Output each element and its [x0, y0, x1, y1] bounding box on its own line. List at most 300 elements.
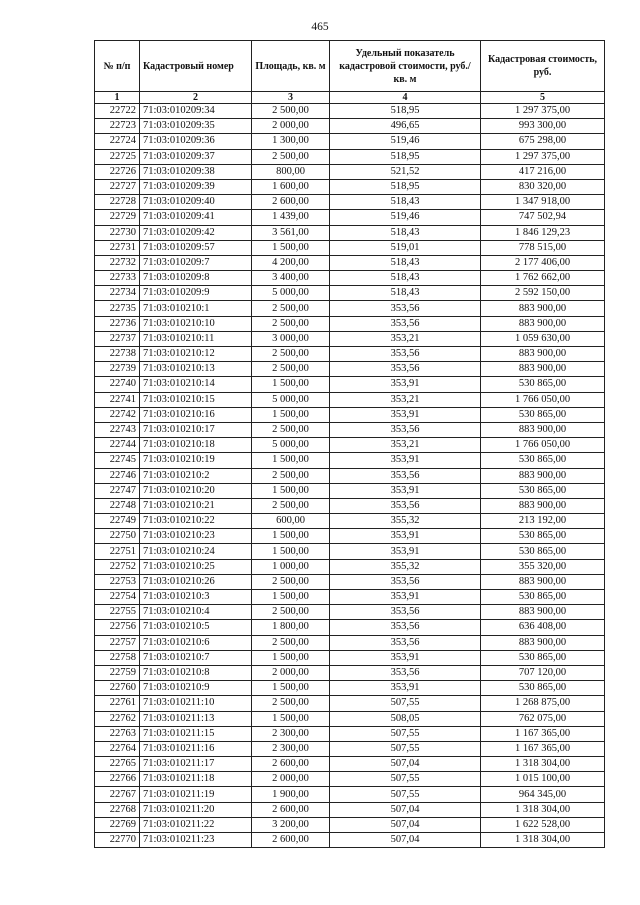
- cadastral-cost-cell: 883 900,00: [481, 362, 605, 377]
- cadastral-cost-cell: 213 192,00: [481, 514, 605, 529]
- area-cell: 1 439,00: [252, 210, 330, 225]
- cadastral-cost-cell: 830 320,00: [481, 179, 605, 194]
- cadastral-number-cell: 71:03:010211:13: [140, 711, 252, 726]
- row-number-cell: 22739: [95, 362, 140, 377]
- table-row: [95, 726, 605, 741]
- table-row: [95, 255, 605, 270]
- specific-value-cell: 353,56: [330, 574, 481, 589]
- column-number: 1: [95, 92, 140, 104]
- table-row: [95, 240, 605, 255]
- area-cell: 1 500,00: [252, 650, 330, 665]
- specific-value-cell: 518,43: [330, 286, 481, 301]
- specific-value-cell: 353,91: [330, 681, 481, 696]
- cadastral-number-cell: 71:03:010209:9: [140, 286, 252, 301]
- table-row: [95, 179, 605, 194]
- specific-value-cell: 353,56: [330, 362, 481, 377]
- cadastral-number-cell: 71:03:010210:4: [140, 605, 252, 620]
- area-cell: 1 900,00: [252, 787, 330, 802]
- area-cell: 1 500,00: [252, 483, 330, 498]
- specific-value-cell: 507,55: [330, 741, 481, 756]
- area-cell: 3 200,00: [252, 817, 330, 832]
- table-row: [95, 422, 605, 437]
- header-row-number: № п/п: [95, 41, 140, 92]
- cadastral-cost-cell: 1 846 129,23: [481, 225, 605, 240]
- table-row: [95, 605, 605, 620]
- table-row: [95, 514, 605, 529]
- specific-value-cell: 353,56: [330, 498, 481, 513]
- area-cell: 5 000,00: [252, 392, 330, 407]
- specific-value-cell: 519,46: [330, 134, 481, 149]
- specific-value-cell: 521,52: [330, 164, 481, 179]
- cadastral-cost-cell: 1 347 918,00: [481, 195, 605, 210]
- cadastral-cost-cell: 1 059 630,00: [481, 331, 605, 346]
- page-number: 465: [311, 21, 329, 33]
- cadastral-cost-cell: 1 318 304,00: [481, 802, 605, 817]
- cadastral-number-cell: 71:03:010209:41: [140, 210, 252, 225]
- row-number-cell: 22734: [95, 286, 140, 301]
- cadastral-number-cell: 71:03:010211:10: [140, 696, 252, 711]
- table-row: [95, 104, 605, 119]
- cadastral-number-cell: 71:03:010209:7: [140, 255, 252, 270]
- area-cell: 2 600,00: [252, 833, 330, 848]
- table-row: [95, 741, 605, 756]
- specific-value-cell: 353,91: [330, 544, 481, 559]
- cadastral-number-cell: 71:03:010209:8: [140, 271, 252, 286]
- cadastral-number-cell: 71:03:010210:3: [140, 590, 252, 605]
- cadastral-cost-cell: 1 297 375,00: [481, 104, 605, 119]
- table-row: [95, 544, 605, 559]
- specific-value-cell: 355,32: [330, 514, 481, 529]
- specific-value-cell: 353,91: [330, 483, 481, 498]
- area-cell: 2 500,00: [252, 498, 330, 513]
- cadastral-cost-cell: 707 120,00: [481, 665, 605, 680]
- area-cell: 1 300,00: [252, 134, 330, 149]
- row-number-cell: 22724: [95, 134, 140, 149]
- cadastral-number-cell: 71:03:010209:37: [140, 149, 252, 164]
- specific-value-cell: 353,21: [330, 438, 481, 453]
- table-row: [95, 772, 605, 787]
- area-cell: 3 561,00: [252, 225, 330, 240]
- area-cell: 2 600,00: [252, 195, 330, 210]
- column-number: 2: [140, 92, 252, 104]
- area-cell: 4 200,00: [252, 255, 330, 270]
- cadastral-number-cell: 71:03:010210:19: [140, 453, 252, 468]
- table-row: [95, 559, 605, 574]
- area-cell: 5 000,00: [252, 286, 330, 301]
- area-cell: 1 500,00: [252, 544, 330, 559]
- header-row: [95, 41, 605, 92]
- cadastral-number-cell: 71:03:010211:17: [140, 757, 252, 772]
- row-number-cell: 22744: [95, 438, 140, 453]
- table-row: [95, 498, 605, 513]
- specific-value-cell: 507,04: [330, 802, 481, 817]
- cadastral-cost-cell: 417 216,00: [481, 164, 605, 179]
- area-cell: 600,00: [252, 514, 330, 529]
- table-row: [95, 665, 605, 680]
- specific-value-cell: 518,95: [330, 104, 481, 119]
- table-row: [95, 316, 605, 331]
- specific-value-cell: 353,91: [330, 407, 481, 422]
- area-cell: 2 000,00: [252, 665, 330, 680]
- area-cell: 2 300,00: [252, 726, 330, 741]
- specific-value-cell: 507,55: [330, 787, 481, 802]
- cadastral-cost-cell: 530 865,00: [481, 407, 605, 422]
- specific-value-cell: 353,91: [330, 377, 481, 392]
- specific-value-cell: 353,56: [330, 620, 481, 635]
- table-row: [95, 392, 605, 407]
- row-number-cell: 22762: [95, 711, 140, 726]
- row-number-cell: 22753: [95, 574, 140, 589]
- cadastral-number-cell: 71:03:010211:15: [140, 726, 252, 741]
- row-number-cell: 22723: [95, 119, 140, 134]
- cadastral-number-cell: 71:03:010210:8: [140, 665, 252, 680]
- specific-value-cell: 353,56: [330, 635, 481, 650]
- cadastral-cost-cell: 778 515,00: [481, 240, 605, 255]
- table-body: [95, 104, 605, 848]
- cadastral-cost-cell: 964 345,00: [481, 787, 605, 802]
- row-number-cell: 22763: [95, 726, 140, 741]
- area-cell: 3 400,00: [252, 271, 330, 286]
- table-row: [95, 164, 605, 179]
- area-cell: 2 600,00: [252, 757, 330, 772]
- cadastral-number-cell: 71:03:010210:6: [140, 635, 252, 650]
- row-number-cell: 22727: [95, 179, 140, 194]
- cadastral-number-cell: 71:03:010210:23: [140, 529, 252, 544]
- area-cell: 1 500,00: [252, 529, 330, 544]
- area-cell: 1 500,00: [252, 377, 330, 392]
- cadastral-number-cell: 71:03:010210:26: [140, 574, 252, 589]
- cadastral-cost-cell: 883 900,00: [481, 468, 605, 483]
- cadastral-cost-cell: 636 408,00: [481, 620, 605, 635]
- specific-value-cell: 353,56: [330, 665, 481, 680]
- area-cell: 2 000,00: [252, 772, 330, 787]
- row-number-cell: 22755: [95, 605, 140, 620]
- area-cell: 1 000,00: [252, 559, 330, 574]
- cadastral-cost-cell: 883 900,00: [481, 498, 605, 513]
- area-cell: 2 500,00: [252, 301, 330, 316]
- area-cell: 2 500,00: [252, 696, 330, 711]
- cadastral-number-cell: 71:03:010210:21: [140, 498, 252, 513]
- table-row: [95, 696, 605, 711]
- cadastral-cost-cell: 2 177 406,00: [481, 255, 605, 270]
- column-number: 5: [481, 92, 605, 104]
- table-row: [95, 833, 605, 848]
- table-row: [95, 271, 605, 286]
- cadastral-cost-cell: 530 865,00: [481, 590, 605, 605]
- cadastral-number-cell: 71:03:010210:5: [140, 620, 252, 635]
- cadastral-number-cell: 71:03:010210:24: [140, 544, 252, 559]
- specific-value-cell: 518,95: [330, 149, 481, 164]
- table-row: [95, 377, 605, 392]
- table-row: [95, 787, 605, 802]
- cadastral-number-cell: 71:03:010210:7: [140, 650, 252, 665]
- area-cell: 1 500,00: [252, 711, 330, 726]
- cadastral-number-cell: 71:03:010210:17: [140, 422, 252, 437]
- table-row: [95, 362, 605, 377]
- cadastral-cost-cell: 1 318 304,00: [481, 757, 605, 772]
- row-number-cell: 22750: [95, 529, 140, 544]
- specific-value-cell: 353,91: [330, 453, 481, 468]
- cadastral-cost-cell: 675 298,00: [481, 134, 605, 149]
- row-number-cell: 22747: [95, 483, 140, 498]
- area-cell: 2 500,00: [252, 362, 330, 377]
- cadastral-cost-cell: 530 865,00: [481, 483, 605, 498]
- area-cell: 5 000,00: [252, 438, 330, 453]
- cadastral-number-cell: 71:03:010210:11: [140, 331, 252, 346]
- specific-value-cell: 507,55: [330, 772, 481, 787]
- cadastral-number-cell: 71:03:010211:20: [140, 802, 252, 817]
- cadastral-number-cell: 71:03:010210:18: [140, 438, 252, 453]
- cadastral-number-cell: 71:03:010210:25: [140, 559, 252, 574]
- row-number-cell: 22757: [95, 635, 140, 650]
- cadastral-cost-cell: 1 766 050,00: [481, 438, 605, 453]
- cadastral-number-cell: 71:03:010211:19: [140, 787, 252, 802]
- cadastral-number-cell: 71:03:010210:15: [140, 392, 252, 407]
- header-specific-value: Удельный показатель кадастровой стоимости, руб./кв. м: [330, 41, 481, 92]
- row-number-cell: 22725: [95, 149, 140, 164]
- cadastral-cost-cell: 530 865,00: [481, 377, 605, 392]
- row-number-cell: 22722: [95, 104, 140, 119]
- column-number-row: [95, 92, 605, 104]
- specific-value-cell: 508,05: [330, 711, 481, 726]
- row-number-cell: 22745: [95, 453, 140, 468]
- cadastral-cost-cell: 993 300,00: [481, 119, 605, 134]
- table-row: [95, 301, 605, 316]
- cadastral-cost-cell: 1 268 875,00: [481, 696, 605, 711]
- table-row: [95, 453, 605, 468]
- row-number-cell: 22733: [95, 271, 140, 286]
- area-cell: 1 600,00: [252, 179, 330, 194]
- table-row: [95, 483, 605, 498]
- row-number-cell: 22728: [95, 195, 140, 210]
- cadastral-number-cell: 71:03:010210:22: [140, 514, 252, 529]
- cadastral-cost-cell: 355 320,00: [481, 559, 605, 574]
- table-row: [95, 225, 605, 240]
- table-row: [95, 574, 605, 589]
- specific-value-cell: 518,43: [330, 271, 481, 286]
- cadastral-cost-cell: 1 762 662,00: [481, 271, 605, 286]
- cadastral-number-cell: 71:03:010210:12: [140, 347, 252, 362]
- specific-value-cell: 353,56: [330, 347, 481, 362]
- cadastral-cost-cell: 530 865,00: [481, 529, 605, 544]
- area-cell: 1 500,00: [252, 240, 330, 255]
- row-number-cell: 22767: [95, 787, 140, 802]
- row-number-cell: 22770: [95, 833, 140, 848]
- row-number-cell: 22741: [95, 392, 140, 407]
- area-cell: 3 000,00: [252, 331, 330, 346]
- row-number-cell: 22759: [95, 665, 140, 680]
- specific-value-cell: 507,55: [330, 696, 481, 711]
- area-cell: 2 500,00: [252, 635, 330, 650]
- table-row: [95, 210, 605, 225]
- specific-value-cell: 353,56: [330, 605, 481, 620]
- table-row: [95, 347, 605, 362]
- cadastral-cost-cell: 883 900,00: [481, 347, 605, 362]
- row-number-cell: 22749: [95, 514, 140, 529]
- row-number-cell: 22766: [95, 772, 140, 787]
- cadastral-cost-cell: 883 900,00: [481, 316, 605, 331]
- area-cell: 2 500,00: [252, 347, 330, 362]
- cadastral-value-table: [94, 40, 605, 848]
- cadastral-number-cell: 71:03:010210:13: [140, 362, 252, 377]
- cadastral-cost-cell: 883 900,00: [481, 301, 605, 316]
- area-cell: 1 500,00: [252, 681, 330, 696]
- specific-value-cell: 353,56: [330, 422, 481, 437]
- row-number-cell: 22732: [95, 255, 140, 270]
- cadastral-number-cell: 71:03:010209:34: [140, 104, 252, 119]
- row-number-cell: 22736: [95, 316, 140, 331]
- cadastral-cost-cell: 530 865,00: [481, 544, 605, 559]
- area-cell: 2 500,00: [252, 316, 330, 331]
- specific-value-cell: 353,21: [330, 392, 481, 407]
- table-row: [95, 286, 605, 301]
- specific-value-cell: 507,04: [330, 757, 481, 772]
- cadastral-number-cell: 71:03:010209:42: [140, 225, 252, 240]
- cadastral-number-cell: 71:03:010210:1: [140, 301, 252, 316]
- table-row: [95, 149, 605, 164]
- row-number-cell: 22743: [95, 422, 140, 437]
- row-number-cell: 22729: [95, 210, 140, 225]
- specific-value-cell: 507,04: [330, 833, 481, 848]
- cadastral-cost-cell: 883 900,00: [481, 605, 605, 620]
- cadastral-number-cell: 71:03:010209:36: [140, 134, 252, 149]
- cadastral-number-cell: 71:03:010209:40: [140, 195, 252, 210]
- table-row: [95, 468, 605, 483]
- specific-value-cell: 519,01: [330, 240, 481, 255]
- area-cell: 1 800,00: [252, 620, 330, 635]
- table-row: [95, 590, 605, 605]
- cadastral-cost-cell: 1 318 304,00: [481, 833, 605, 848]
- row-number-cell: 22758: [95, 650, 140, 665]
- area-cell: 2 600,00: [252, 802, 330, 817]
- specific-value-cell: 353,21: [330, 331, 481, 346]
- row-number-cell: 22730: [95, 225, 140, 240]
- cadastral-cost-cell: 1 015 100,00: [481, 772, 605, 787]
- table-row: [95, 134, 605, 149]
- area-cell: 2 000,00: [252, 119, 330, 134]
- cadastral-cost-cell: 883 900,00: [481, 574, 605, 589]
- row-number-cell: 22761: [95, 696, 140, 711]
- row-number-cell: 22740: [95, 377, 140, 392]
- cadastral-number-cell: 71:03:010210:2: [140, 468, 252, 483]
- area-cell: 1 500,00: [252, 590, 330, 605]
- table-row: [95, 757, 605, 772]
- row-number-cell: 22748: [95, 498, 140, 513]
- header-cadastral-number: Кадастровый номер: [140, 41, 252, 92]
- cadastral-cost-cell: 762 075,00: [481, 711, 605, 726]
- specific-value-cell: 518,95: [330, 179, 481, 194]
- specific-value-cell: 355,32: [330, 559, 481, 574]
- specific-value-cell: 353,56: [330, 468, 481, 483]
- cadastral-number-cell: 71:03:010210:16: [140, 407, 252, 422]
- table-row: [95, 620, 605, 635]
- specific-value-cell: 496,65: [330, 119, 481, 134]
- header-cadastral-cost: Кадастровая стоимость, руб.: [481, 41, 605, 92]
- table-row: [95, 817, 605, 832]
- row-number-cell: 22738: [95, 347, 140, 362]
- row-number-cell: 22742: [95, 407, 140, 422]
- table-row: [95, 119, 605, 134]
- row-number-cell: 22746: [95, 468, 140, 483]
- table-row: [95, 407, 605, 422]
- cadastral-number-cell: 71:03:010210:9: [140, 681, 252, 696]
- area-cell: 2 500,00: [252, 574, 330, 589]
- cadastral-number-cell: 71:03:010210:14: [140, 377, 252, 392]
- table-row: [95, 802, 605, 817]
- table-row: [95, 331, 605, 346]
- row-number-cell: 22751: [95, 544, 140, 559]
- cadastral-number-cell: 71:03:010210:10: [140, 316, 252, 331]
- cadastral-number-cell: 71:03:010211:22: [140, 817, 252, 832]
- cadastral-number-cell: 71:03:010209:39: [140, 179, 252, 194]
- cadastral-cost-cell: 1 297 375,00: [481, 149, 605, 164]
- cadastral-number-cell: 71:03:010211:18: [140, 772, 252, 787]
- specific-value-cell: 353,56: [330, 301, 481, 316]
- row-number-cell: 22765: [95, 757, 140, 772]
- area-cell: 800,00: [252, 164, 330, 179]
- row-number-cell: 22731: [95, 240, 140, 255]
- area-cell: 2 500,00: [252, 422, 330, 437]
- cadastral-cost-cell: 1 167 365,00: [481, 726, 605, 741]
- table-row: [95, 650, 605, 665]
- column-number: 4: [330, 92, 481, 104]
- row-number-cell: 22735: [95, 301, 140, 316]
- cadastral-cost-cell: 530 865,00: [481, 650, 605, 665]
- cadastral-cost-cell: 530 865,00: [481, 453, 605, 468]
- area-cell: 1 500,00: [252, 453, 330, 468]
- area-cell: 2 500,00: [252, 104, 330, 119]
- cadastral-number-cell: 71:03:010211:16: [140, 741, 252, 756]
- specific-value-cell: 353,91: [330, 650, 481, 665]
- area-cell: 2 500,00: [252, 605, 330, 620]
- cadastral-number-cell: 71:03:010211:23: [140, 833, 252, 848]
- table-row: [95, 529, 605, 544]
- area-cell: 2 500,00: [252, 468, 330, 483]
- cadastral-cost-cell: 883 900,00: [481, 635, 605, 650]
- area-cell: 2 500,00: [252, 149, 330, 164]
- area-cell: 2 300,00: [252, 741, 330, 756]
- specific-value-cell: 519,46: [330, 210, 481, 225]
- cadastral-cost-cell: 1 622 528,00: [481, 817, 605, 832]
- header-area: Площадь, кв. м: [252, 41, 330, 92]
- table-row: [95, 438, 605, 453]
- cadastral-cost-cell: 1 766 050,00: [481, 392, 605, 407]
- cadastral-cost-cell: 2 592 150,00: [481, 286, 605, 301]
- row-number-cell: 22760: [95, 681, 140, 696]
- specific-value-cell: 353,91: [330, 590, 481, 605]
- specific-value-cell: 518,43: [330, 225, 481, 240]
- row-number-cell: 22737: [95, 331, 140, 346]
- table-header: [95, 41, 605, 104]
- table-row: [95, 635, 605, 650]
- cadastral-number-cell: 71:03:010210:20: [140, 483, 252, 498]
- cadastral-cost-cell: 530 865,00: [481, 681, 605, 696]
- cadastral-cost-cell: 1 167 365,00: [481, 741, 605, 756]
- row-number-cell: 22726: [95, 164, 140, 179]
- cadastral-cost-cell: 883 900,00: [481, 422, 605, 437]
- specific-value-cell: 518,43: [330, 195, 481, 210]
- specific-value-cell: 507,55: [330, 726, 481, 741]
- cadastral-number-cell: 71:03:010209:35: [140, 119, 252, 134]
- specific-value-cell: 353,56: [330, 316, 481, 331]
- area-cell: 1 500,00: [252, 407, 330, 422]
- cadastral-number-cell: 71:03:010209:57: [140, 240, 252, 255]
- specific-value-cell: 353,91: [330, 529, 481, 544]
- row-number-cell: 22754: [95, 590, 140, 605]
- table-row: [95, 711, 605, 726]
- specific-value-cell: 518,43: [330, 255, 481, 270]
- table-row: [95, 681, 605, 696]
